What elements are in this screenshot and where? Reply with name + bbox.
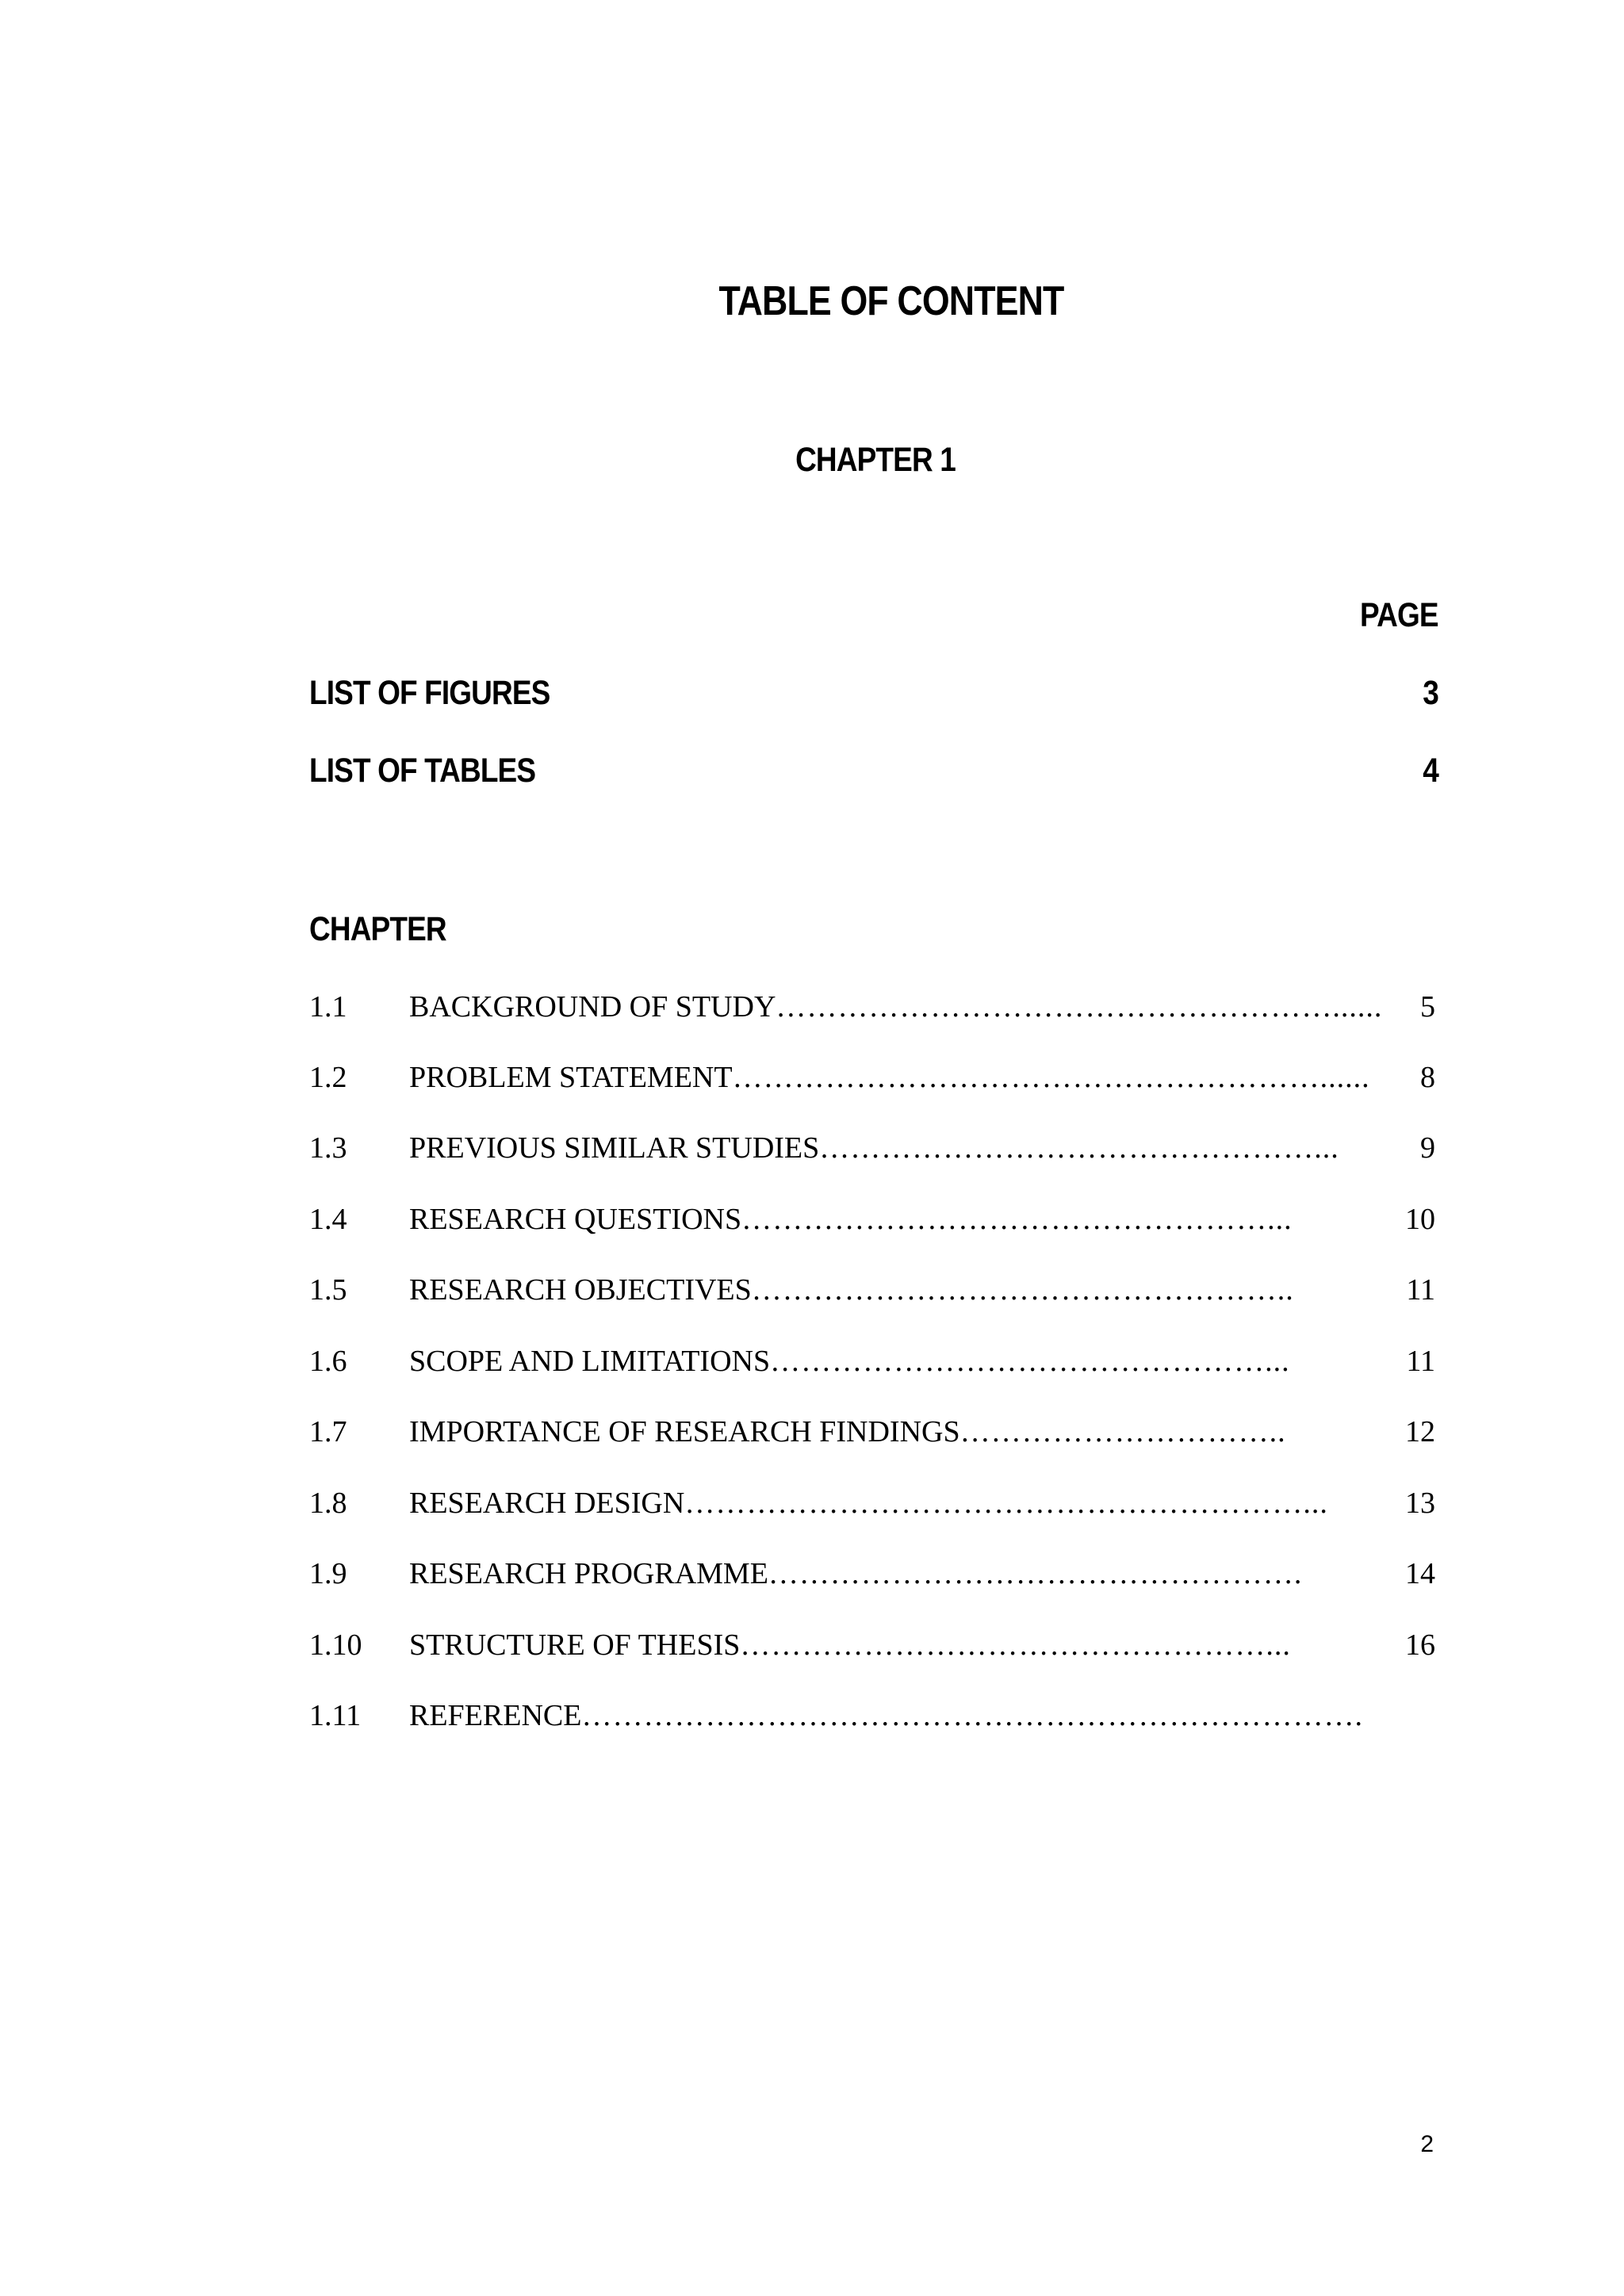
toc-title: PREVIOUS SIMILAR STUDIES [409,1131,820,1165]
toc-page: 13 [1405,1487,1435,1520]
toc-section-number: 1.6 [309,1345,347,1378]
toc-page: 12 [1405,1415,1435,1448]
toc-title: PROBLEM STATEMENT [409,1061,733,1094]
toc-leader: ……………………………………………. [768,1557,1303,1590]
toc-section-number: 1.7 [309,1415,347,1448]
toc-title: RESEARCH OBJECTIVES [409,1273,752,1307]
toc-section-number: 1.2 [309,1061,347,1094]
toc-leader: ………………………………………………...... [776,990,1383,1024]
toc-entry [309,1344,1435,1383]
toc-leader: …………………………………………………………………. [581,1699,1363,1732]
toc-entry [309,1628,1435,1667]
toc-page: 11 [1406,1273,1435,1307]
front-matter-page: 4 [1423,752,1438,790]
toc-page: 8 [1420,1061,1435,1094]
toc-section-number: 1.11 [309,1699,362,1732]
toc-entry [309,1414,1435,1454]
toc-title: STRUCTURE OF THESIS [409,1628,741,1662]
front-matter-page: 3 [1423,674,1438,712]
page-column-header [309,596,1438,641]
toc-section-number: 1.4 [309,1203,347,1236]
chapter-section-label [309,910,1438,949]
toc-entry [309,1202,1435,1242]
front-matter-label: LIST OF TABLES [309,752,536,790]
toc-section-number: 1.5 [309,1273,347,1307]
front-matter-label: LIST OF FIGURES [309,674,550,712]
toc-page: 10 [1405,1203,1435,1236]
toc-title: RESEARCH QUESTIONS [409,1203,742,1236]
toc-section-number: 1.3 [309,1131,347,1165]
toc-entry [309,989,1435,1029]
toc-entry [309,1486,1435,1525]
toc-title: SCOPE AND LIMITATIONS [409,1345,771,1378]
toc-page: 14 [1405,1557,1435,1590]
toc-section-number: 1.10 [309,1628,362,1662]
toc-title: RESEARCH PROGRAMME [409,1557,768,1590]
toc-title: REFERENCE [409,1699,582,1732]
toc-entry [309,1131,1435,1170]
page-number: 2 [1420,2131,1434,2157]
toc-leader: …………………………………………….. [751,1273,1294,1307]
chapter-heading: CHAPTER 1 [795,441,956,479]
toc-section-number: 1.9 [309,1557,347,1590]
chapter-label-text: CHAPTER [309,910,446,948]
toc-leader: ……………………………………………... [741,1203,1293,1236]
toc-leader: …………………………………………………...... [732,1061,1370,1094]
toc-entry [309,1060,1435,1100]
document-title: TABLE OF CONTENT [718,278,1064,324]
toc-leader: …………………………………………... [770,1345,1290,1378]
front-matter-row-figures [309,674,1438,713]
toc-section-number: 1.8 [309,1487,347,1520]
toc-title: RESEARCH DESIGN [409,1487,685,1520]
toc-page: 11 [1406,1345,1435,1378]
toc-entry [309,1272,1435,1312]
toc-leader: ……………………………………………………... [684,1487,1328,1520]
toc-title: IMPORTANCE OF RESEARCH FINDINGS [409,1415,960,1448]
toc-leader: ………………………….. [959,1415,1286,1448]
page-column-label: PAGE [1360,596,1438,634]
toc-leader: …………………………………………... [819,1131,1339,1165]
toc-page: 5 [1420,990,1435,1024]
front-matter-row-tables [309,752,1438,790]
toc-entry [309,1698,1435,1738]
toc-page: 9 [1420,1131,1435,1165]
toc-title: BACKGROUND OF STUDY [409,990,776,1024]
toc-page: 16 [1405,1628,1435,1662]
toc-section-number: 1.1 [309,990,347,1024]
toc-entry [309,1556,1435,1596]
toc-leader: ……………………………………………... [740,1628,1291,1662]
